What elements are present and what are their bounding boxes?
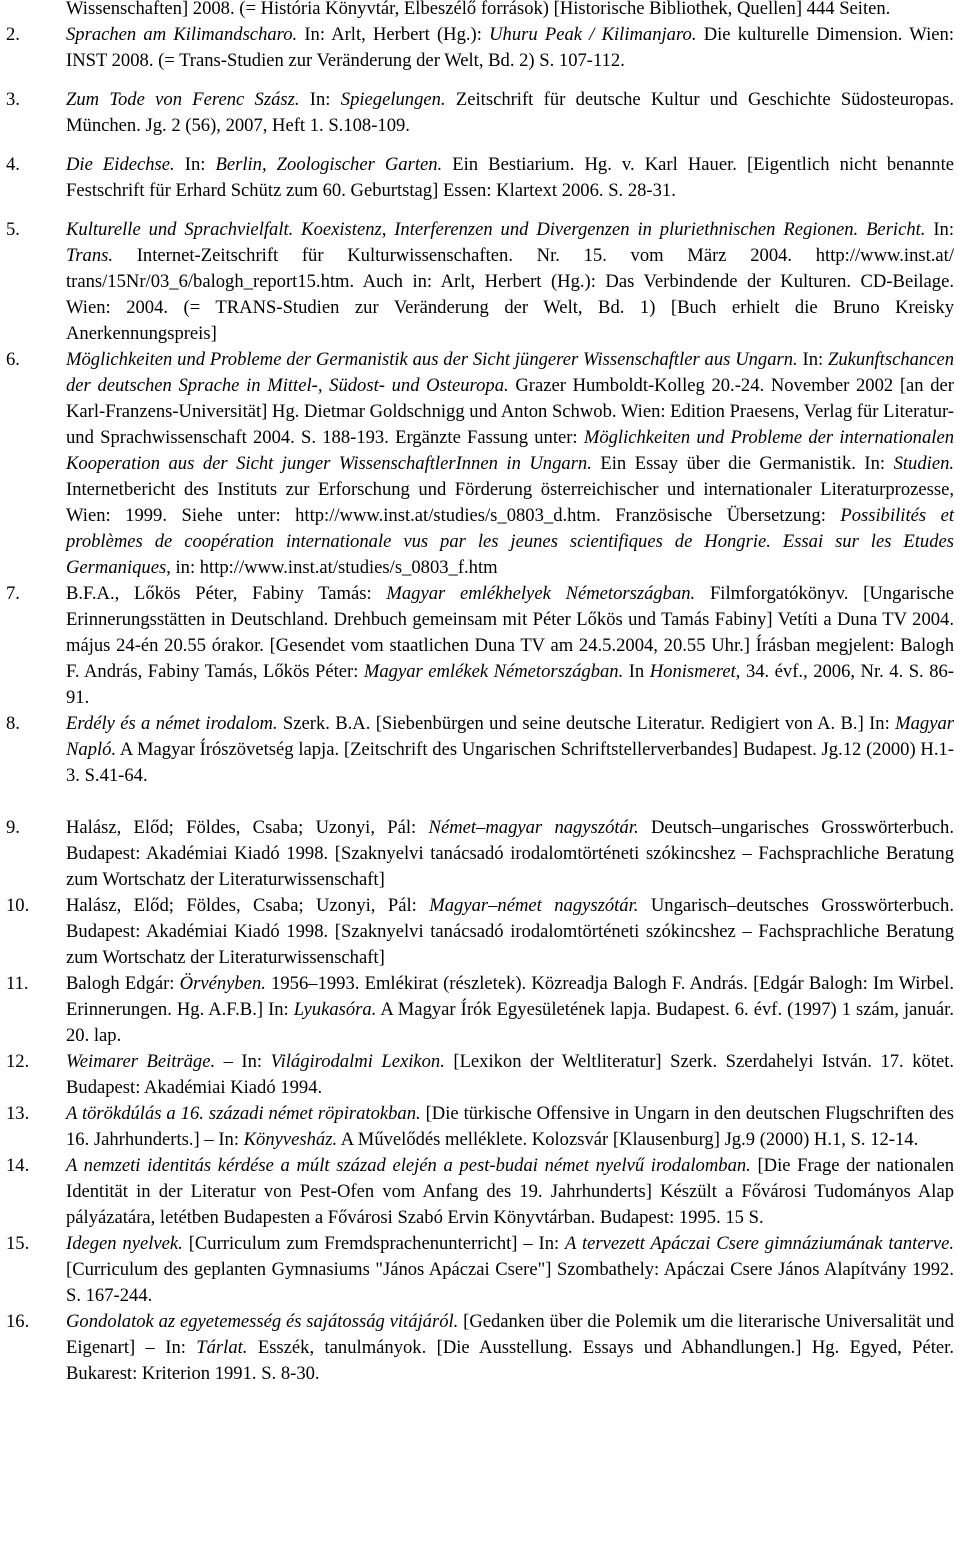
bibliography-entry: [0, 22, 960, 74]
entry-title-italic: Lyukasóra.: [293, 999, 377, 1020]
entry-title-italic: A törökdúlás a 16. századi német röpiratokban.: [66, 1103, 421, 1124]
entry-text: Zeitschrift für deutsche Kultur und Geschichte Südosteuropas. München. Jg. 2 (56), 2007, Heft 1. S.108-109.: [66, 89, 959, 136]
entry-text: Wissenschaften] 2008. (= História Könyvtár, Elbeszélő források) [Historische Bibliothek, Quellen] 444 Seiten.: [66, 0, 891, 19]
bibliography-entry: [0, 152, 960, 204]
bibliography-entry: [0, 1309, 960, 1387]
entry-title-italic: Tárlat.: [196, 1337, 248, 1358]
entry-text: In: Arlt, Herbert (Hg.):: [297, 24, 490, 45]
entry-title-italic: Idegen nyelvek.: [66, 1233, 183, 1254]
entry-text: In: [623, 661, 650, 682]
bibliography-entry: [0, 1049, 960, 1101]
entry-text: B.F.A., Lőkös Péter, Fabiny Tamás:: [66, 583, 387, 604]
entry-text: In:: [174, 154, 216, 175]
entry-title-italic: Könyvesház.: [243, 1129, 338, 1150]
bibliography-entry: [0, 971, 960, 1049]
entry-number: 9.: [6, 817, 20, 838]
entry-text: In:: [925, 219, 959, 240]
entry-text: A Magyar Írók Egyesületének lapja. Budapest. 6. évf. (1997) 1 szám, január. 20. lap.: [66, 999, 959, 1046]
entry-number: 14.: [6, 1155, 30, 1176]
bibliography-entry: [0, 217, 960, 347]
entry-text: [Lexikon der Weltliteratur] Szerk. Szerdahelyi István. 17. kötet. Budapest: Akadémiai Kiadó 1994.: [66, 1051, 959, 1098]
entry-number: 4.: [6, 154, 20, 175]
entry-title-italic: Possibilités et problèmes de coopération internationale vus par les jeunes scientifiques de Hongrie. Essai sur les Etudes Germaniques: [66, 505, 959, 578]
entry-number: 11.: [6, 973, 29, 994]
entry-text: [Die Frage der nationalen Identität in der Literatur von Pest-Ofen vom Anfang des 19. Jahrhunderts] Készült a Fővárosi Tudományos Alap pályázatára, letétben Budapesten a Fővárosi Szabó Ervin Könyvtárban. Budapest: 1995. 15 S.: [66, 1155, 959, 1228]
bibliography-entry: [0, 87, 960, 139]
entry-text: Halász, Előd; Földes, Csaba; Uzonyi, Pál:: [66, 895, 430, 916]
entry-text: Grazer Humboldt-Kolleg 20.-24. November 2002 [an der Karl-Franzens-Universität] Hg. Dietmar Goldschnigg und Anton Schwob. Wien: Edition Praesens, Verlag für Literatur- und Sprachwissenschaft 2004. S. 188-193. Ergänzte Fassung unter:: [66, 375, 959, 448]
entry-text: Balogh Edgár:: [66, 973, 180, 994]
entry-text: [Curriculum zum Fremdsprachenunterricht] – In:: [182, 1233, 566, 1254]
entry-number: 13.: [6, 1103, 30, 1124]
entry-title-italic: Örvényben.: [179, 973, 266, 994]
entry-text: Ein Essay über die Germanistik. In:: [591, 453, 894, 474]
entry-text: – In:: [215, 1051, 271, 1072]
entry-title-italic: Trans.: [66, 245, 114, 266]
entry-title-italic: Zum Tode von Ferenc Szász.: [66, 89, 300, 110]
entry-number: 15.: [6, 1233, 30, 1254]
entry-text: Die kulturelle Dimension. Wien: INST 2008. (= Trans-Studien zur Veränderung der Welt, Bd. 2) S. 107-112.: [66, 24, 959, 71]
entry-number: 12.: [6, 1051, 30, 1072]
entry-title-italic: Weimarer Beiträge.: [66, 1051, 216, 1072]
entry-title-italic: Möglichkeiten und Probleme der internationalen Kooperation aus der Sicht junger WissenschaftlerInnen in Ungarn.: [66, 427, 959, 474]
entry-title-italic: Erdély és a német irodalom.: [66, 713, 278, 734]
entry-title-italic: Kulturelle und Sprachvielfalt. Koexistenz, Interferenzen und Divergenzen in pluriethnischen Regionen. Bericht.: [66, 219, 926, 240]
entry-title-italic: Német–magyar nagyszótár.: [428, 817, 639, 838]
entry-text: , in: http://www.inst.at/studies/s_0803_f.htm: [166, 557, 498, 578]
entry-number: 7.: [6, 583, 20, 604]
entry-title-italic: Die Eidechse.: [66, 154, 175, 175]
entry-title-italic: Studien.: [893, 453, 955, 474]
entry-text: Filmforgatókönyv. [Ungarische Erinnerungsstätten in Deutschland. Drehbuch gemeinsam mit Péter Lőkös und Tamás Fabiny] Vetíti a Duna TV 2004. május 24-én 20.55 órakor. [Gesendet vom staatlichen Duna TV am 24.5.2004, 20.55 Uhr.] Írásban megjelent: Balogh F. András, Fabiny Tamás, Lőkös Péter:: [66, 583, 959, 682]
entry-number: 10.: [6, 895, 30, 916]
entry-text: [Die türkische Offensive in Ungarn in den deutschen Flugschriften des 16. Jahrhunderts.] – In:: [66, 1103, 959, 1150]
bibliography-entry: [0, 893, 960, 971]
entry-number: 6.: [6, 349, 20, 370]
entry-text: Halász, Előd; Földes, Csaba; Uzonyi, Pál:: [66, 817, 429, 838]
entry-number: 5.: [6, 219, 20, 240]
entry-title-italic: Möglichkeiten und Probleme der Germanistik aus der Sicht jüngerer Wissenschaftler aus Ungarn.: [66, 349, 798, 370]
entry-title-italic: Sprachen am Kilimandscharo.: [66, 24, 298, 45]
bibliography-entry: [0, 347, 960, 581]
entry-text: A Magyar Írószövetség lapja. [Zeitschrift des Ungarischen Schriftstellerverbandes] Budapest. Jg.12 (2000) H.1-3. S.41-64.: [66, 739, 954, 786]
entry-title-italic: A tervezett Apáczai Csere gimnáziumának tanterve.: [565, 1233, 954, 1254]
entry-text: Internet-Zeitschrift für Kulturwissenschaften. Nr. 15. vom März 2004. http://www.inst.at/ trans/15Nr/03_6/balogh_report15.htm. Auch in: Arlt, Herbert (Hg.): Das Verbindende der Kulturen. CD-Beilage. Wien: 2004. (= TRANS-Studien zur Veränderung der Welt, Bd. 1) [Buch erhielt die Bruno Kreisky Anerkennungspreis]: [66, 245, 959, 344]
entry-text: [Curriculum des geplanten Gymnasiums "János Apáczai Csere"] Szombathely: Apáczai Csere János Alapítvány 1992. S. 167-244.: [66, 1233, 959, 1306]
entry-text: [Gedanken über die Polemik um die literarische Universalität und Eigenart] – In:: [66, 1311, 959, 1358]
entry-title-italic: Spiegelungen.: [340, 89, 446, 110]
entry-text: , 34. évf., 2006, Nr. 4. S. 86-91.: [66, 661, 954, 708]
bibliography-entry: [0, 1231, 960, 1309]
entry-title-italic: Berlin, Zoologischer Garten.: [215, 154, 443, 175]
entry-title-italic: Világirodalmi Lexikon.: [270, 1051, 445, 1072]
entry-title-italic: A nemzeti identitás kérdése a múlt század elején a pest-budai német nyelvű irodalomban.: [66, 1155, 751, 1176]
entry-text: In:: [299, 89, 341, 110]
entry-title-italic: Magyar emlékek Németországban.: [363, 661, 624, 682]
entry-text: In:: [797, 349, 829, 370]
bibliography-entry: [0, 815, 960, 893]
entry-text: Ein Bestiarium. Hg. v. Karl Hauer. [Eigentlich nicht benannte Festschrift für Erhard Schütz zum 60. Geburtstag] Essen: Klartext 2006. S. 28-31.: [66, 154, 959, 201]
entry-text: Szerk. B.A. [Siebenbürgen und seine deutsche Literatur. Redigiert von A. B.] In:: [277, 713, 896, 734]
entry-text: Deutsch–ungarisches Grosswörterbuch. Budapest: Akadémiai Kiadó 1998. [Szaknyelvi tanácsadó irodalomtörténeti szókincshez – Fachsprachliche Beratung zum Wortschatz der Literaturwissenschaft]: [66, 817, 959, 890]
bibliography-entry: [0, 0, 960, 22]
entry-number: 8.: [6, 713, 20, 734]
entry-title-italic: Magyar Napló.: [66, 713, 959, 760]
entry-title-italic: Uhuru Peak / Kilimanjaro.: [489, 24, 697, 45]
entry-number: 16.: [6, 1311, 30, 1332]
entry-title-italic: Honismeret: [649, 661, 736, 682]
entry-text: A Művelődés melléklete. Kolozsvár [Klausenburg] Jg.9 (2000) H.1, S. 12-14.: [337, 1129, 919, 1150]
entry-number: 2.: [6, 24, 20, 45]
entry-number: 3.: [6, 89, 20, 110]
entry-title-italic: Gondolatok az egyetemesség és sajátosság vitájáról.: [66, 1311, 459, 1332]
entry-title-italic: Zukunftschancen der deutschen Sprache in Mittel-, Südost- und Osteuropa.: [66, 349, 959, 396]
bibliography-entry: [0, 581, 960, 711]
entry-text: 1956–1993. Emlékirat (részletek). Közreadja Balogh F. András. [Edgár Balogh: Im Wirbel. Erinnerungen. Hg. A.F.B.] In:: [66, 973, 959, 1020]
entry-title-italic: Magyar emlékhelyek Németországban.: [386, 583, 696, 604]
entry-text: Esszék, tanulmányok. [Die Ausstellung. Essays und Abhandlungen.] Hg. Egyed, Péter. Bukarest: Kriterion 1991. S. 8-30.: [66, 1337, 959, 1384]
entry-text: Ungarisch–deutsches Grosswörterbuch. Budapest: Akadémiai Kiadó 1998. [Szaknyelvi tanácsadó irodalomtörténeti szókincshez – Fachsprachliche Beratung zum Wortschatz der Literaturwissenschaft]: [66, 895, 959, 968]
bibliography-entry: [0, 1101, 960, 1153]
bibliography-entry: [0, 1153, 960, 1231]
entry-text: Internetbericht des Instituts zur Erforschung und Förderung österreichischer und internationaler Literaturprozesse, Wien: 1999. Siehe unter: http://www.inst.at/studies/s_0803_d.htm. Französische Übersetzung:: [66, 453, 959, 526]
entry-title-italic: Magyar–német nagyszótár.: [429, 895, 639, 916]
bibliography-entry: [0, 711, 960, 789]
